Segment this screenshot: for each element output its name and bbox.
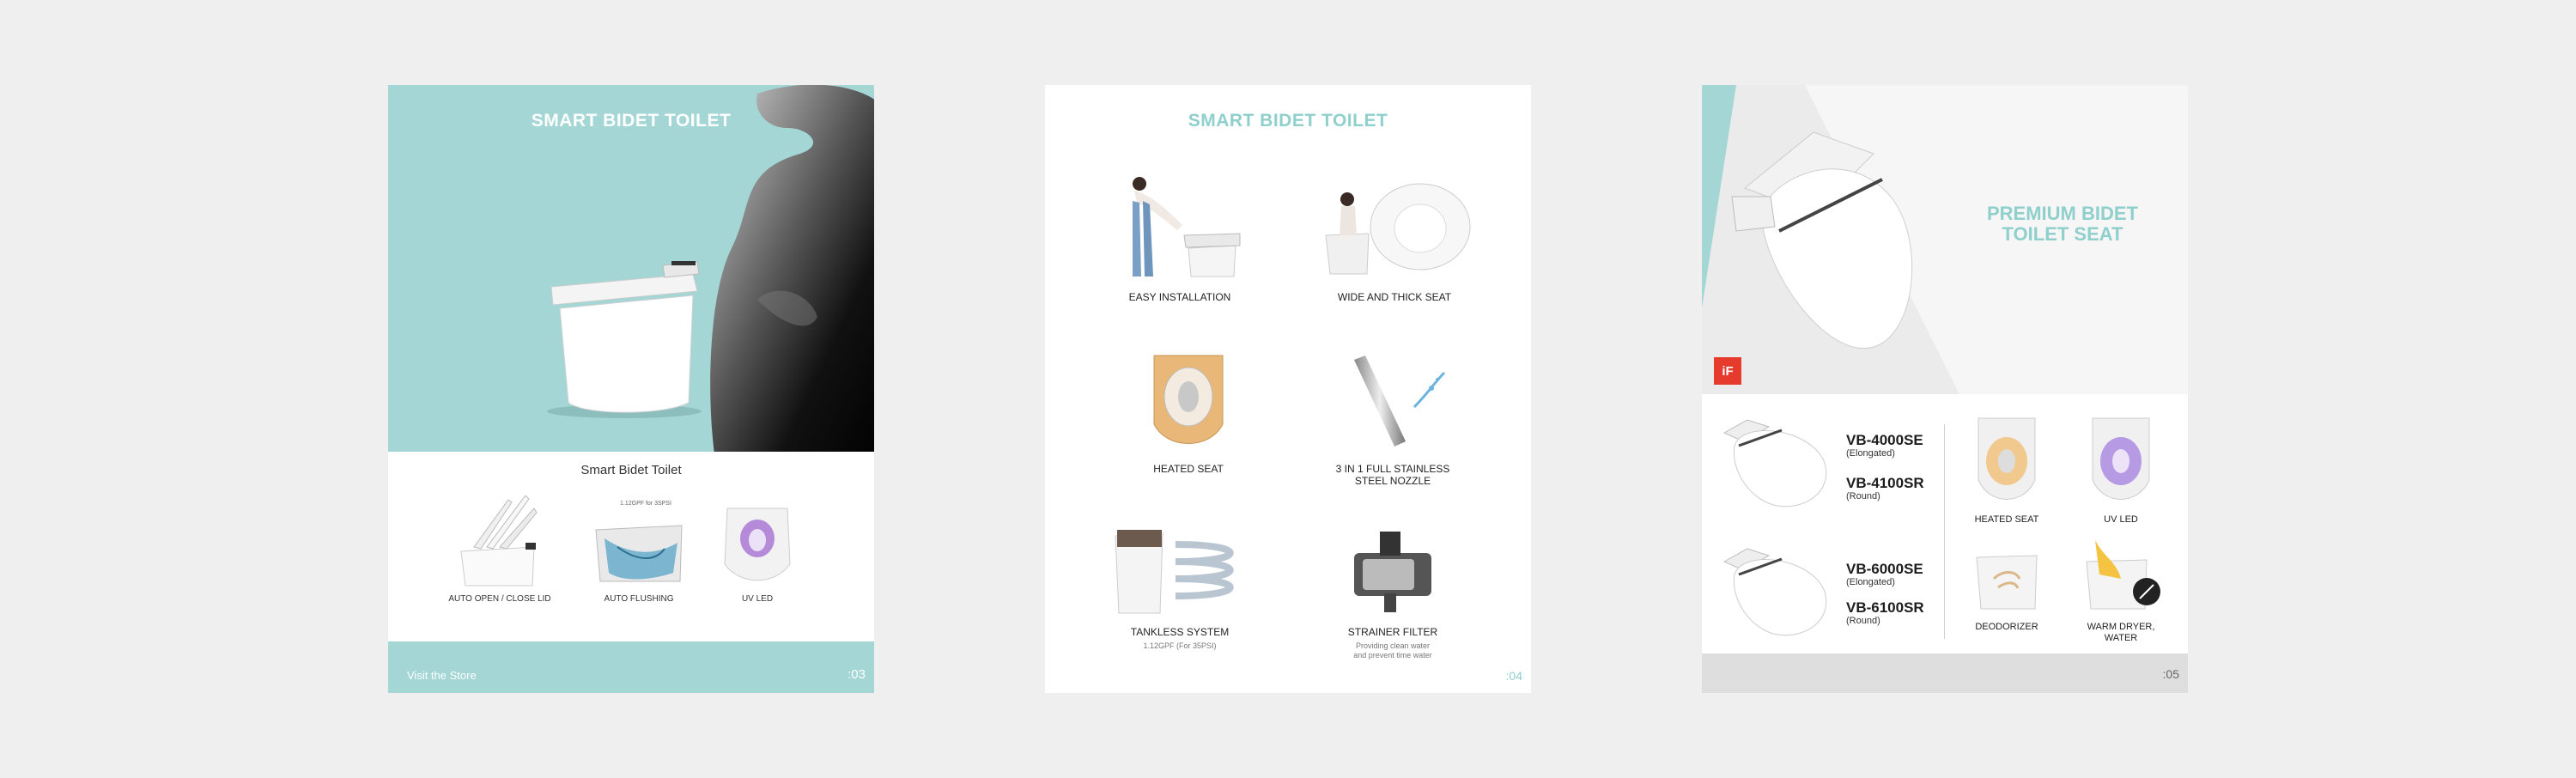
feature-label: AUTO FLUSHING: [604, 594, 674, 604]
feature-heated-seat: [1955, 411, 2058, 526]
model-type: (Round): [1846, 616, 1880, 626]
feature-label: [1294, 463, 1492, 487]
model-name: VB-6000SE: [1846, 561, 1923, 577]
page-number: :03: [848, 667, 866, 682]
feature-subtext: 1.12GPF (For 35PSI): [1143, 641, 1217, 650]
page-footer: [1702, 653, 2188, 693]
feature-warm-dryer: [2069, 532, 2172, 644]
brochure-page-1: [388, 85, 874, 693]
feature-subtext: [1294, 641, 1492, 660]
uv-led-image: [714, 495, 800, 590]
page-title: SMART BIDET TOILET: [531, 111, 732, 131]
feature-label: UV LED: [741, 594, 774, 604]
feature-strainer-filter: [1294, 523, 1492, 660]
hero-banner: [1702, 85, 2188, 394]
feature-label: STRAINER FILTER: [1347, 626, 1438, 638]
feature-tankless-system: [1081, 523, 1279, 651]
elongated-seat-image-1: [1717, 411, 1838, 514]
feature-uv-led: [714, 495, 800, 604]
feature-deodorizer: [1955, 532, 2058, 633]
feature-heated-seat: [1090, 347, 1287, 475]
feature-label: EASY INSTALLATION: [1128, 291, 1231, 303]
feature-label: TANKLESS SYSTEM: [1130, 626, 1230, 638]
brochure-page-2: [1045, 85, 1531, 693]
feature-label: [2069, 622, 2172, 644]
feature-label: AUTO OPEN / CLOSE LID: [448, 594, 551, 604]
feature-wide-seat: [1296, 175, 1493, 303]
model-vb-6100sr: [1846, 600, 1924, 626]
sculpture-image: [706, 85, 874, 452]
feature-label: DEODORIZER: [1975, 622, 2038, 632]
feature-label-line: 3 IN 1 FULL STAINLESS: [1335, 463, 1450, 475]
uv-led-icon-image: [2082, 411, 2160, 510]
auto-flushing-image: [579, 495, 699, 590]
title-line: TOILET SEAT: [2002, 223, 2123, 245]
feature-label: HEATED SEAT: [1153, 463, 1224, 475]
model-vb-6000se: [1846, 562, 1923, 587]
wide-seat-image: [1309, 175, 1480, 287]
heated-seat-image: [1141, 347, 1236, 459]
section-subtitle: Smart Bidet Toilet: [580, 463, 682, 477]
feature-uv-led: [2069, 411, 2172, 526]
hero-banner: [388, 85, 874, 452]
feature-easy-installation: [1081, 175, 1279, 303]
nozzle-image: [1333, 347, 1453, 459]
feature-subtext-line: and prevent time water: [1353, 651, 1432, 659]
feature-stainless-nozzle: [1294, 347, 1492, 487]
page-title: [1959, 204, 2166, 245]
model-name: VB-6100SR: [1846, 599, 1924, 616]
feature-label: WIDE AND THICK SEAT: [1337, 291, 1452, 303]
deodorizer-icon-image: [1968, 532, 2045, 617]
smart-toilet-image: [534, 248, 714, 420]
feature-label: UV LED: [2104, 514, 2138, 525]
feature-auto-lid: [440, 495, 560, 604]
model-type: (Elongated): [1846, 448, 1895, 459]
feature-label-line: WATER: [2104, 633, 2138, 643]
feature-label: HEATED SEAT: [1974, 514, 2039, 525]
page-number: :04: [1505, 669, 1522, 683]
column-divider: [1944, 424, 1945, 639]
tankless-image: [1107, 523, 1253, 622]
model-vb-4100sr: [1846, 476, 1924, 501]
installation-image: [1115, 175, 1244, 287]
auto-lid-image: [440, 495, 560, 590]
if-award-badge: iF: [1714, 357, 1741, 385]
flush-note: 1.12GPF for 3SPSI: [620, 501, 671, 507]
feature-label-line: STEEL NOZZLE: [1354, 475, 1431, 487]
brochure-page-3: [1702, 85, 2188, 693]
feature-label-line: WARM DRYER,: [2087, 622, 2155, 632]
page-footer: [388, 641, 874, 693]
model-name: VB-4100SR: [1846, 475, 1924, 491]
feature-auto-flushing: [579, 495, 699, 604]
model-type: (Round): [1846, 491, 1880, 501]
model-vb-4000se: [1846, 433, 1923, 459]
elongated-seat-image-2: [1717, 540, 1838, 643]
heated-seat-icon-image: [1968, 411, 2045, 510]
title-line: PREMIUM BIDET: [1987, 203, 2138, 224]
page-title: SMART BIDET TOILET: [1188, 111, 1388, 131]
strainer-image: [1337, 523, 1449, 622]
page-number: :05: [2162, 667, 2179, 681]
feature-subtext-line: Providing clean water: [1355, 641, 1431, 650]
visit-store-link[interactable]: Visit the Store: [407, 669, 477, 682]
warm-dryer-icon-image: [2078, 532, 2164, 617]
model-name: VB-4000SE: [1846, 432, 1923, 448]
model-type: (Elongated): [1846, 577, 1895, 587]
